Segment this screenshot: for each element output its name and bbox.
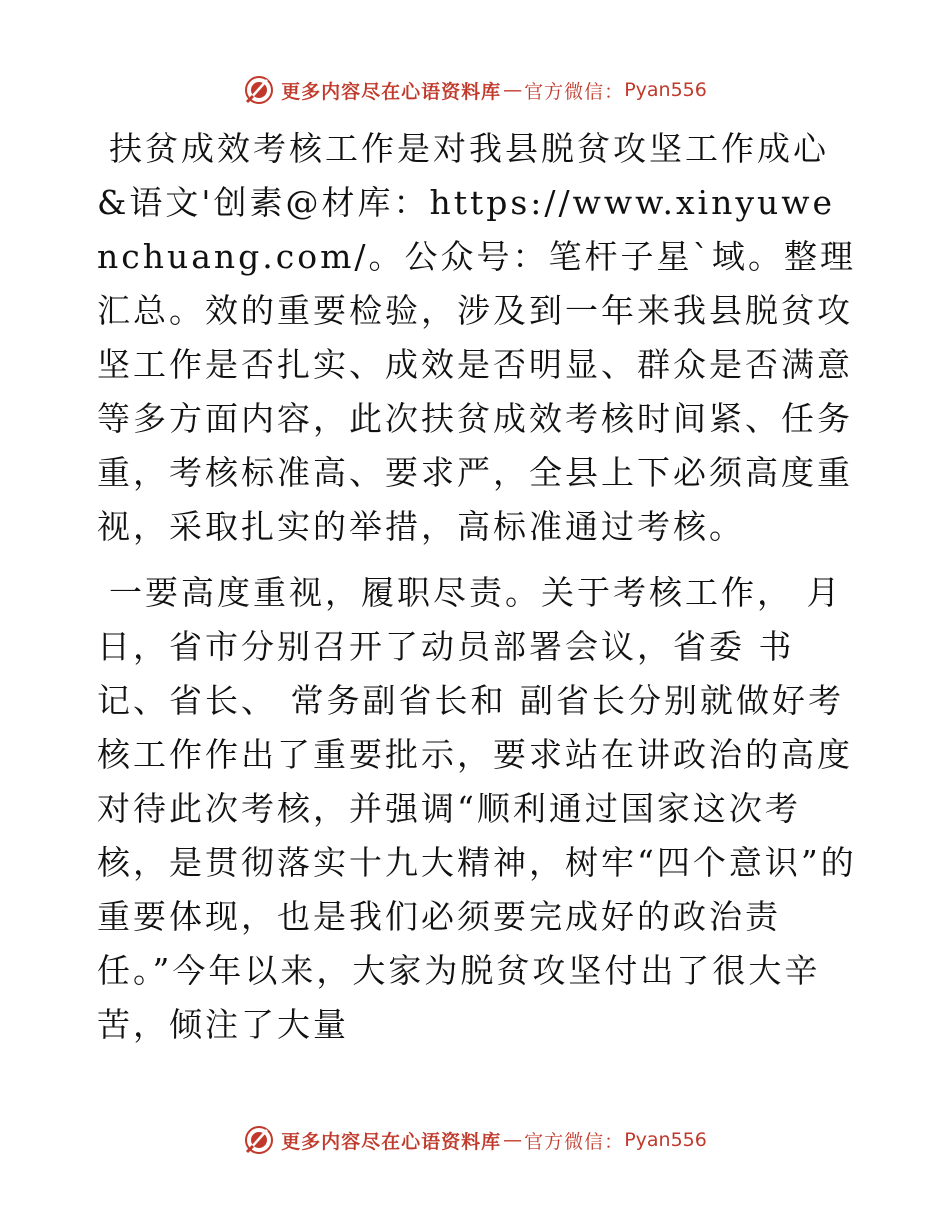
- footer-banner: [0, 1120, 950, 1160]
- pen-logo-icon: [243, 1124, 275, 1156]
- banner-separator: —: [503, 79, 523, 101]
- official-wechat-label: 官方微信：: [524, 80, 625, 103]
- document-body: [97, 122, 857, 1052]
- banner-separator: —: [503, 1129, 523, 1151]
- wechat-id: Pyan556: [624, 79, 707, 101]
- site-name: 更多内容尽在心语资料库: [281, 1130, 502, 1153]
- pen-logo-icon: [243, 74, 275, 106]
- paragraph-1: 扶贫成效考核工作是对我县脱贫攻坚工作成心&语文'创素@材库：https://www.xinyuwenchuang.com/。公众号：笔杆子星`域。整理汇总。效的重要检验，涉及到一年来我县脱贫攻坚工作是否扎实、成效是否明显、群众是否满意等多方面内容，此次扶贫成效考核时间紧、任务重，考核标准高、要求严，全县上下必须高度重视，采取扎实的举措，高标准通过考核。: [97, 129, 857, 546]
- wechat-id: Pyan556: [624, 1129, 707, 1151]
- official-wechat-label: 官方微信：: [524, 1130, 625, 1153]
- site-name: 更多内容尽在心语资料库: [281, 80, 502, 103]
- paragraph-2: 一要高度重视，履职尽责。关于考核工作， 月 日，省市分别召开了动员部署会议，省委 书记、省长、 常务副省长和 副省长分别就做好考核工作作出了重要批示，要求站在讲政治的高度对待此次考核，并强调“顺利通过国家这次考核，是贯彻落实十九大精神，树牢“四个意识”的重要体现，也是我们必须要完成好的政治责任。”今年以来，大家为脱贫攻坚付出了很大辛苦，倾注了大量: [97, 573, 857, 1044]
- header-banner: [0, 70, 950, 110]
